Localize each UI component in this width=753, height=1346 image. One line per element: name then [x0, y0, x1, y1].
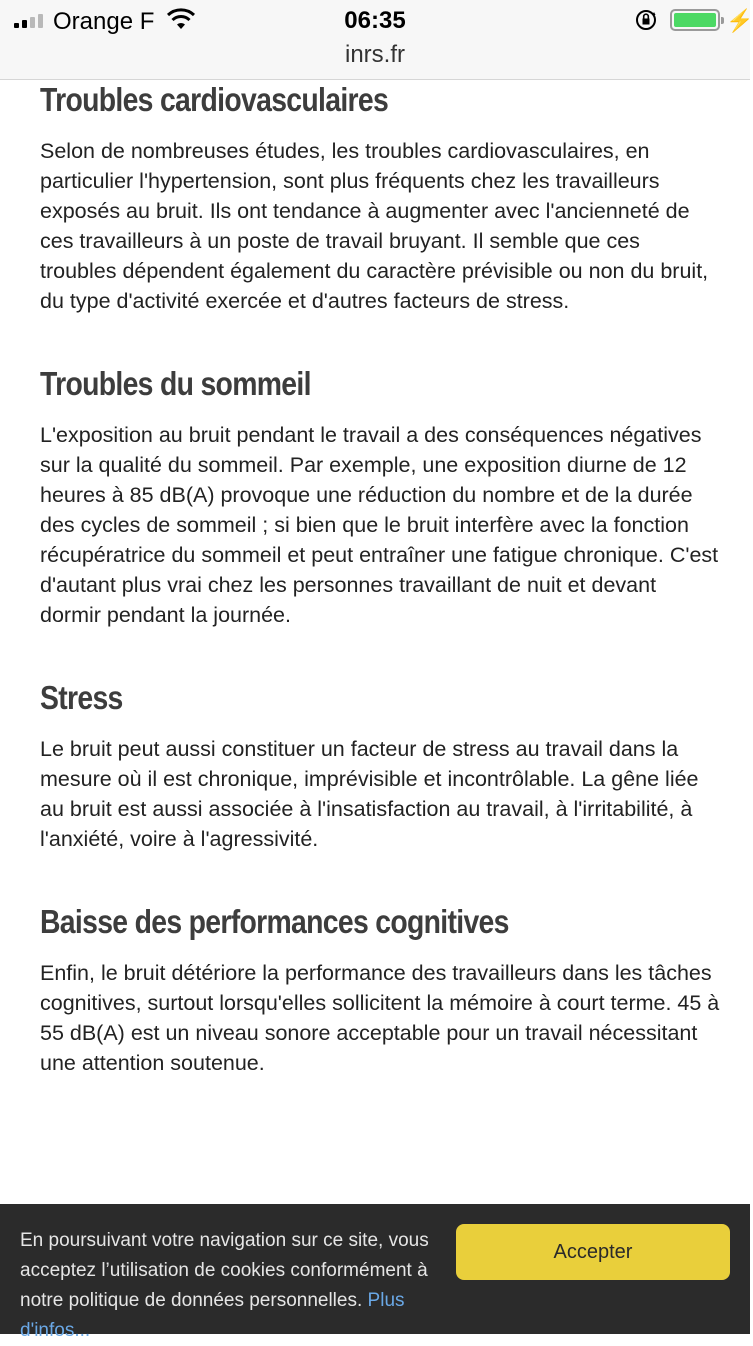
section-title: Troubles du sommeil [40, 365, 311, 402]
cookie-message [20, 1226, 450, 1346]
battery-icon [670, 9, 720, 31]
article-content [40, 78, 720, 1124]
section-body: Enfin, le bruit détériore la performance des travailleurs dans les tâches cognitives, surtout lorsqu'elles sollicitent la mémoire à court terme. 45 à 55 dB(A) est un niveau sonore acceptable pour un travail nécessitant une attention soutenue. [40, 961, 720, 1075]
status-bar [0, 0, 753, 40]
section-title: Troubles cardiovasculaires [40, 81, 389, 118]
carrier-name: Orange F [53, 8, 155, 35]
section-title: Stress [40, 679, 123, 716]
section-body: L'exposition au bruit pendant le travail a des conséquences négatives sur la qualité du sommeil. Par exemple, une exposition diurne de 12 heures à 85 dB(A) provoque une réduction du nombre et de la durée des cycles de sommeil ; si bien que le bruit interfère avec la fonction récupératrice du sommeil et peut entraîner une fatigue chronique. C'est d'autant plus vrai chez les personnes travaillant de nuit et devant dormir pendant la journée. [40, 423, 719, 627]
clock: 06:35 [344, 7, 406, 34]
section-cardiovascular [40, 78, 720, 316]
section-body: Le bruit peut aussi constituer un facteur de stress au travail dans la mesure où il est chronique, imprévisible et incontrôlable. La gêne liée au bruit est aussi associée à l'insatisfaction au travail, à l'irritabilité, à l'anxiété, voire à l'agressivité. [40, 737, 699, 851]
cookie-banner [0, 1204, 750, 1341]
section-title: Baisse des performances cognitives [40, 903, 509, 940]
section-body: Selon de nombreuses études, les troubles cardiovasculaires, en particulier l'hypertension, sont plus fréquents chez les travailleurs exposés au bruit. Ils ont tendance à augmenter avec l'ancienneté de ces travailleurs à un poste de travail bruyant. Il semble que ces troubles dépendent également du caractère prévisible ou non du bruit, du type d'activité exercée et d'autres facteurs de stress. [40, 139, 709, 313]
charging-bolt-icon: ⚡ [726, 8, 753, 33]
section-cognitive [40, 900, 720, 1078]
more-info-link[interactable]: Plus d'infos... [20, 1290, 405, 1341]
section-stress [40, 676, 720, 854]
cookie-text: En poursuivant votre navigation sur ce site, vous acceptez l’utilisation de cookies conformément à notre politique de données personnelles. [20, 1230, 429, 1311]
accept-cookies-button[interactable]: Accepter [456, 1224, 730, 1280]
address-bar-url[interactable]: inrs.fr [345, 41, 405, 68]
browser-top-bar [0, 0, 753, 80]
orientation-lock-icon [634, 8, 658, 32]
section-sleep [40, 362, 720, 630]
